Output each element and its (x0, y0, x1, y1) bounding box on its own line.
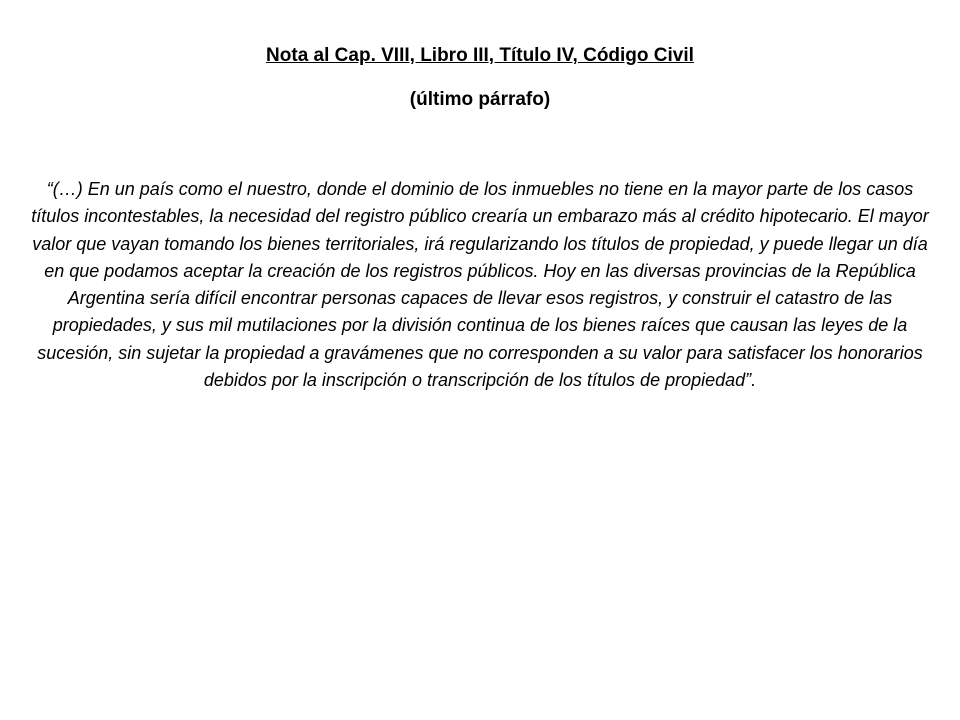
slide-subtitle: (último párrafo) (409, 89, 551, 110)
slide-title: Nota al Cap. VIII, Libro III, Título IV, Código Civil (266, 45, 694, 66)
quote-paragraph: “(…) En un país como el nuestro, donde el dominio de los inmuebles no tiene en la mayor parte de los casos títulos incontestables, la necesidad del registro público crearía un embarazo más al crédito hipotecario. El mayor valor que vayan tomando los bienes territoriales, irá regularizando los títulos de propiedad, y puede llegar un día en que podamos aceptar la creación de los registros públicos. Hoy en las diversas provincias de la República Argentina sería difícil encontrar personas capaces de llevar esos registros, y construir el catastro de las propiedades, y sus mil mutilaciones por la división continua de los bienes raíces que causan las leyes de la sucesión, sin sujetar la propiedad a gravámenes que no corresponden a su valor para satisfacer los honorarios debidos por la inscripción o transcripción de los títulos de propiedad”. (31, 179, 929, 391)
